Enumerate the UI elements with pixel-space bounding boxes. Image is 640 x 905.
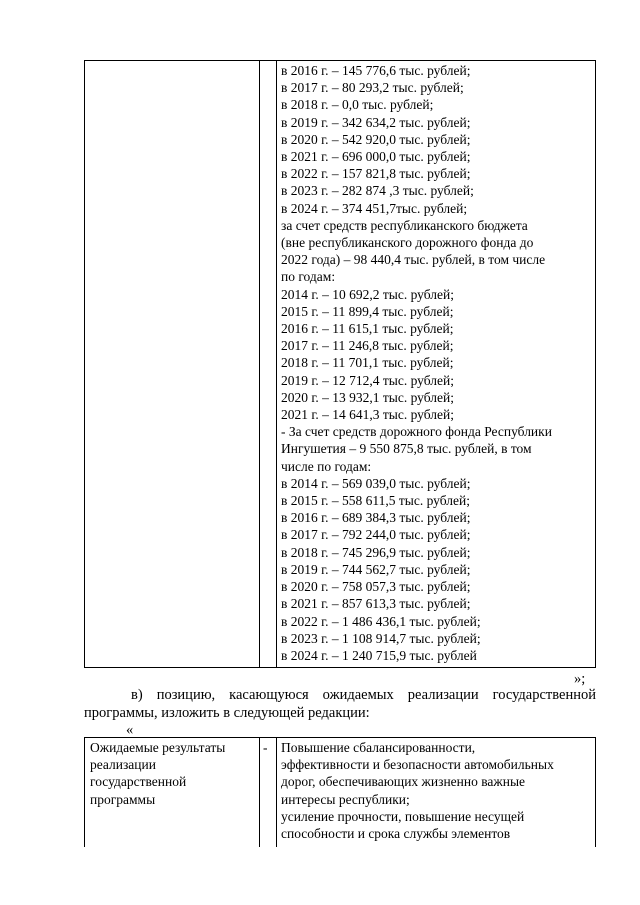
funding-cell <box>281 62 592 664</box>
funding-line: 2015 г. – 11 899,4 тыс. рублей; <box>281 303 454 319</box>
results-text-line: дорог, обеспечивающих жизненно важные <box>281 774 526 790</box>
funding-line: в 2020 г. – 542 920,0 тыс. рублей; <box>281 131 471 147</box>
results-label-line: реализации <box>90 757 156 773</box>
funding-line: за счет средств республиканского бюджета <box>281 217 528 233</box>
funding-line: - За счет средств дорожного фонда Республики <box>281 424 552 440</box>
results-text-line: интересы республики; <box>281 791 410 807</box>
funding-line: в 2024 г. – 374 451,7тыс. рублей; <box>281 200 468 216</box>
funding-line: в 2015 г. – 558 611,5 тыс. рублей; <box>281 493 470 509</box>
funding-line: в 2021 г. – 857 613,3 тыс. рублей; <box>281 596 471 612</box>
paragraph-line-2: программы, изложить в следующей редакции: <box>84 705 370 721</box>
funding-line: 2014 г. – 10 692,2 тыс. рублей; <box>281 286 454 302</box>
results-label-line: государственной <box>90 774 187 790</box>
funding-line: в 2022 г. – 157 821,8 тыс. рублей; <box>281 166 471 182</box>
funding-line: 2022 года) – 98 440,4 тыс. рублей, в том числе <box>281 252 546 268</box>
results-label-line: программы <box>90 791 156 807</box>
funding-line: в 2017 г. – 80 293,2 тыс. рублей; <box>281 80 464 96</box>
column-divider <box>259 738 260 847</box>
closing-quote: »; <box>574 671 586 687</box>
funding-line: по годам: <box>281 269 336 285</box>
funding-line: в 2016 г. – 689 384,3 тыс. рублей; <box>281 510 471 526</box>
funding-line: в 2019 г. – 342 634,2 тыс. рублей; <box>281 114 471 130</box>
funding-line: в 2018 г. – 745 296,9 тыс. рублей; <box>281 544 471 560</box>
results-table <box>84 737 596 847</box>
opening-quote: « <box>126 722 134 738</box>
funding-line: в 2022 г. – 1 486 436,1 тыс. рублей; <box>281 613 481 629</box>
funding-line: 2020 г. – 13 932,1 тыс. рублей; <box>281 389 454 405</box>
results-label-cell <box>90 739 256 808</box>
funding-line: 2021 г. – 14 641,3 тыс. рублей; <box>281 407 454 423</box>
results-text-line: эффективности и безопасности автомобильных <box>281 757 554 773</box>
funding-line: 2018 г. – 11 701,1 тыс. рублей; <box>281 355 454 371</box>
results-text-cell <box>281 739 592 842</box>
column-divider <box>276 61 277 667</box>
funding-line: в 2016 г. – 145 776,6 тыс. рублей; <box>281 63 471 78</box>
results-text-line: усиление прочности, повышение несущей <box>281 808 525 824</box>
funding-table <box>84 60 596 668</box>
funding-line: 2017 г. – 11 246,8 тыс. рублей; <box>281 338 454 354</box>
funding-line: 2016 г. – 11 615,1 тыс. рублей; <box>281 321 454 337</box>
funding-line: в 2018 г. – 0,0 тыс. рублей; <box>281 97 434 113</box>
funding-line: в 2024 г. – 1 240 715,9 тыс. рублей <box>281 647 477 663</box>
funding-line: в 2014 г. – 569 039,0 тыс. рублей; <box>281 475 471 491</box>
column-divider <box>259 61 260 667</box>
funding-line: в 2021 г. – 696 000,0 тыс. рублей; <box>281 149 471 165</box>
funding-line: в 2023 г. – 1 108 914,7 тыс. рублей; <box>281 630 481 646</box>
dash-cell: - <box>263 740 268 755</box>
paragraph-line-1: в) позицию, касающуюся ожидаемых реализации государственной <box>131 687 596 703</box>
column-divider <box>276 738 277 847</box>
funding-line: 2019 г. – 12 712,4 тыс. рублей; <box>281 372 454 388</box>
results-text-line: способности и срока службы элементов <box>281 826 511 842</box>
funding-line: Ингушетия – 9 550 875,8 тыс. рублей, в том <box>281 441 532 457</box>
results-label-line: Ожидаемые результаты <box>90 740 226 755</box>
funding-line: в 2020 г. – 758 057,3 тыс. рублей; <box>281 579 471 595</box>
funding-line: в 2019 г. – 744 562,7 тыс. рублей; <box>281 561 471 577</box>
funding-line: в 2023 г. – 282 874 ,3 тыс. рублей; <box>281 183 474 199</box>
funding-line: числе по годам: <box>281 458 372 474</box>
results-text-line: Повышение сбалансированности, <box>281 740 476 755</box>
funding-line: (вне республиканского дорожного фонда до <box>281 235 534 251</box>
funding-line: в 2017 г. – 792 244,0 тыс. рублей; <box>281 527 471 543</box>
